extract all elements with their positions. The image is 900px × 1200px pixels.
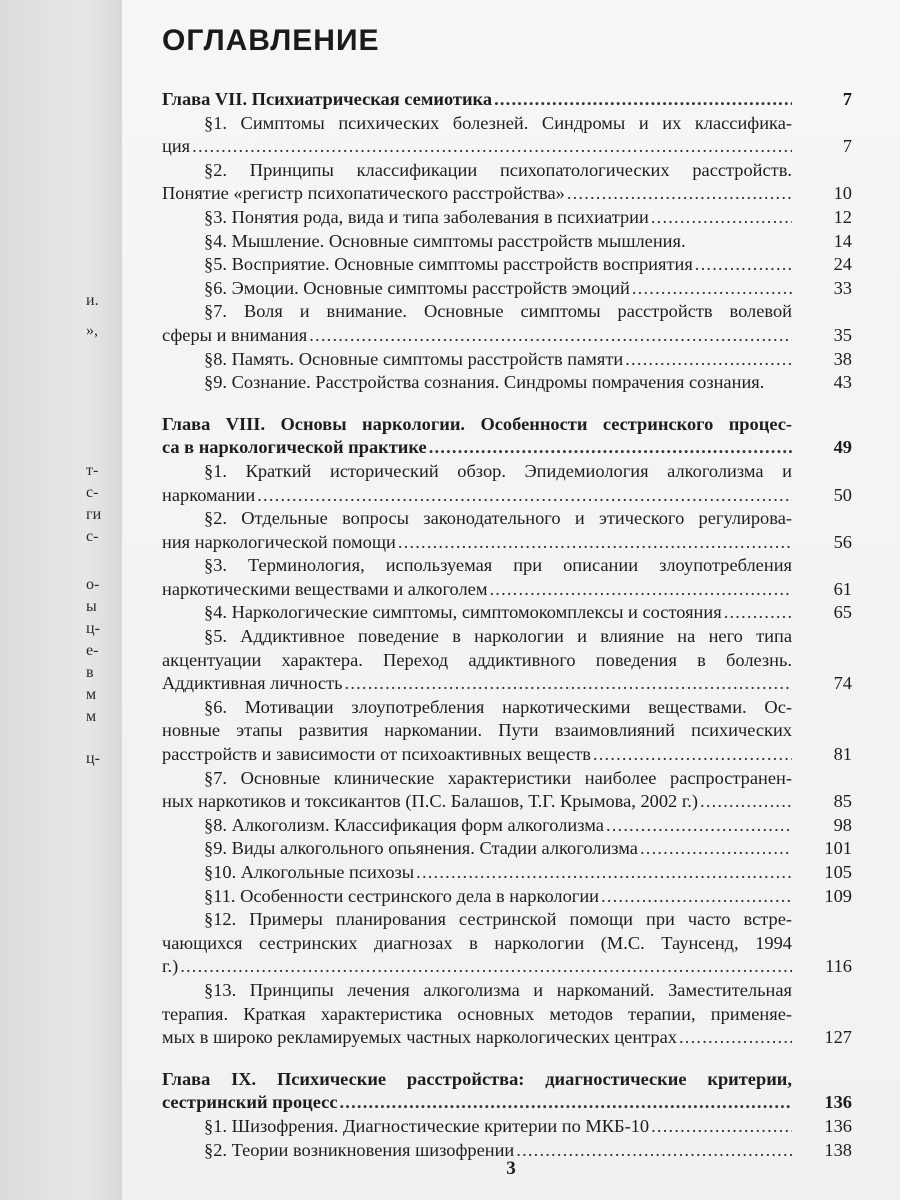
edge-fragment: ц- (86, 620, 100, 637)
toc-entry-text: §7. Воля и внимание. Основные симптомы расстройств волевой (204, 301, 792, 322)
toc-entry-text: §3. Понятия рода, вида и типа заболевания в психиатрии (204, 206, 649, 227)
toc-entry-line (162, 135, 852, 159)
toc-entry-line (162, 554, 852, 578)
toc-entry-line (162, 578, 852, 602)
toc-entry-text: §10. Алкогольные психозы (204, 862, 415, 882)
toc-entry-text: расстройств и зависимости от психоактивных веществ (162, 744, 591, 765)
toc-entry-text: акцентуации характера. Переход аддиктивного поведения в болезнь. (162, 649, 792, 670)
edge-fragment: м (86, 686, 97, 703)
toc-entry-text: ных наркотиков и токсикантов (П.С. Балашов, Т.Г. Крымова, 2002 г.) (162, 791, 699, 812)
toc-entry-text: §1. Краткий исторический обзор. Эпидемиология алкоголизма и (204, 460, 792, 481)
toc-entry-line (162, 908, 852, 932)
edge-fragment: с- (86, 484, 99, 501)
dot-leader (429, 436, 792, 460)
dot-leader (345, 672, 792, 696)
toc-page-number: 74 (833, 673, 852, 694)
toc-entry-text: §2. Теории возникновения шизофрении (204, 1139, 515, 1160)
toc-entry-text: §13. Принципы лечения алкоголизма и наркоманий. Заместительная (204, 979, 792, 1000)
dot-leader (651, 206, 792, 230)
toc-entry-line (162, 348, 852, 372)
toc-page-number: 24 (833, 254, 852, 275)
toc-entry-text: §12. Примеры планирования сестринской помощи при часто встре- (204, 909, 792, 930)
toc-entry-line (162, 253, 852, 277)
toc-entry-line (162, 601, 852, 625)
toc-entry-text: Глава VIII. Основы наркологии. Особенности сестринского процес- (162, 413, 792, 434)
toc-entry-text: сестринский процесс (162, 1092, 338, 1113)
toc-entry-line (162, 767, 852, 791)
toc-entry-text: Глава VII. Психиатрическая семиотика (162, 89, 493, 109)
toc-entry-text: сферы и внимания (162, 324, 308, 345)
toc-page-number: 7 (842, 136, 852, 157)
toc-page-number: 127 (824, 1027, 852, 1048)
toc-entry-text: §5. Восприятие. Основные симптомы расстройств восприятия (204, 254, 693, 275)
toc-page-number: 85 (833, 791, 852, 812)
dot-leader (416, 861, 792, 885)
toc-page-number: 138 (824, 1139, 852, 1160)
toc-entry-line (162, 484, 852, 508)
toc-entry-line (162, 955, 852, 979)
dot-leader (398, 531, 792, 555)
edge-fragment: ц- (86, 750, 100, 767)
toc-page-number: 65 (833, 602, 852, 623)
toc-entry-text: Аддиктивная личность (162, 673, 343, 694)
toc-entry-text: §2. Отдельные вопросы законодательного и этического регулирова- (204, 508, 792, 529)
dot-leader (494, 88, 792, 112)
toc-entry-line (162, 1003, 852, 1027)
toc-page-number: 56 (833, 531, 852, 552)
section-gap (162, 1050, 852, 1068)
toc-chapter-line (162, 1068, 852, 1092)
dot-leader (640, 837, 792, 861)
toc-page-number: 109 (824, 885, 852, 906)
toc-entry-text: §2. Принципы классификации психопатологических расстройств. (204, 159, 792, 180)
toc-entry-line (162, 159, 852, 183)
toc-entry-text: §9. Сознание. Расстройства сознания. Синдромы помрачения сознания. (204, 372, 765, 393)
toc-entry-text: §9. Виды алкогольного опьянения. Стадии алкоголизма (204, 838, 638, 859)
dot-leader (567, 182, 792, 206)
book-page (122, 0, 900, 1200)
toc-entry-line (162, 979, 852, 1003)
toc-entry-text: г.) (162, 956, 179, 977)
toc-entry-text: §1. Шизофрения. Диагностические критерии по МКБ-10 (204, 1115, 650, 1136)
edge-fragment: т- (86, 462, 99, 479)
toc-entry-line (162, 743, 852, 767)
toc-entry-text: Понятие «регистр психопатического расстройства» (162, 183, 565, 204)
dot-leader (700, 790, 792, 814)
toc-entry-text: ния наркологической помощи (162, 531, 396, 552)
page-number: 3 (506, 1158, 516, 1179)
toc-page-number: 12 (833, 206, 852, 227)
previous-page-edge (0, 0, 122, 1200)
toc-entry-text: §7. Основные клинические характеристики наиболее распространен- (204, 767, 792, 788)
toc-entry-line (162, 625, 852, 649)
toc-page-number: 7 (842, 89, 852, 109)
toc-entry-text: §4. Мышление. Основные симптомы расстройств мышления. (204, 230, 686, 251)
toc-page-number: 10 (833, 183, 852, 204)
edge-fragment: ги (86, 506, 102, 523)
toc-entry-text: новные этапы развития наркомании. Пути взаимовлияний психических (162, 720, 792, 741)
toc-entry-line (162, 649, 852, 673)
dot-leader (625, 348, 792, 372)
dot-leader (340, 1091, 793, 1115)
toc-entry-text: §8. Алкоголизм. Классификация форм алкоголизма (204, 814, 604, 835)
edge-fragment: ы (86, 598, 97, 615)
toc-entry-line (162, 371, 852, 395)
dot-leader (695, 253, 792, 277)
dot-leader (309, 324, 792, 348)
toc-entry-line (162, 885, 852, 909)
edge-fragment: е- (86, 642, 99, 659)
toc-entry-line (162, 696, 852, 720)
edge-fragment: в (86, 664, 94, 681)
toc-entry-text: терапия. Краткая характеристика основных методов терапии, применяе- (162, 1003, 792, 1024)
dot-leader (606, 814, 792, 838)
toc-page-number: 136 (824, 1115, 852, 1136)
toc-page-number: 50 (833, 484, 852, 505)
table-of-contents (162, 88, 852, 1162)
toc-entry-line (162, 672, 852, 696)
dot-leader (724, 601, 792, 625)
toc-entry-line (162, 300, 852, 324)
toc-page-number: 49 (833, 437, 852, 458)
toc-entry-line (162, 182, 852, 206)
toc-entry-line (162, 324, 852, 348)
toc-page-number: 105 (824, 862, 852, 882)
edge-fragment: », (86, 322, 98, 339)
toc-entry-text: Глава IX. Психические расстройства: диагностические критерии, (162, 1068, 792, 1089)
page-title: ОГЛАВЛЕНИЕ (162, 24, 380, 57)
toc-entry-text: мых в широко рекламируемых частных наркологических центрах (162, 1027, 677, 1048)
toc-entry-text: наркомании (162, 484, 256, 505)
toc-entry-text: са в наркологической практике (162, 437, 427, 458)
toc-entry-text: §11. Особенности сестринского дела в наркологии (204, 885, 600, 906)
toc-entry-text: §4. Наркологические симптомы, симптомокомплексы и состояния (204, 602, 722, 623)
toc-entry-line (162, 277, 852, 301)
toc-entry-line (162, 460, 852, 484)
toc-page-number: 61 (833, 578, 852, 599)
toc-page-number: 101 (824, 838, 852, 859)
toc-chapter-line (162, 413, 852, 437)
dot-leader (632, 277, 792, 301)
toc-entry-text: §5. Аддиктивное поведение в наркологии и влияние на него типа (204, 626, 792, 647)
toc-entry-line (162, 1115, 852, 1139)
toc-chapter-line (162, 1091, 852, 1115)
toc-chapter-line (162, 88, 852, 112)
dot-leader (679, 1026, 792, 1050)
toc-page-number: 81 (833, 744, 852, 765)
toc-page-number: 33 (833, 277, 852, 298)
dot-leader (651, 1115, 792, 1139)
toc-page-number: 38 (833, 348, 852, 369)
edge-fragment: с- (86, 528, 99, 545)
toc-page-number: 98 (833, 814, 852, 835)
toc-entry-text: §8. Память. Основные симптомы расстройств памяти (204, 348, 624, 369)
toc-entry-text: §1. Симптомы психических болезней. Синдромы и их классифика- (204, 112, 792, 133)
dot-leader (601, 885, 792, 909)
toc-entry-text: наркотическими веществами и алкоголем (162, 578, 488, 599)
toc-entry-line (162, 112, 852, 136)
dot-leader (180, 955, 792, 979)
dot-leader (593, 743, 792, 767)
section-gap (162, 395, 852, 413)
toc-entry-line (162, 790, 852, 814)
toc-entry-text: §6. Мотивации злоупотребления наркотическими веществами. Ос- (204, 696, 792, 717)
edge-fragment: м (86, 708, 97, 725)
toc-entry-line (162, 1026, 852, 1050)
toc-entry-line (162, 206, 852, 230)
toc-entry-text: §6. Эмоции. Основные симптомы расстройств эмоций (204, 277, 630, 298)
toc-page-number: 43 (833, 372, 852, 393)
toc-entry-text: ция (162, 136, 191, 157)
toc-page-number: 14 (833, 230, 852, 251)
toc-entry-text: §3. Терминология, используемая при описании злоупотребления (204, 555, 792, 576)
toc-entry-line (162, 719, 852, 743)
toc-entry-line (162, 531, 852, 555)
toc-chapter-line (162, 436, 852, 460)
toc-entry-line (162, 837, 852, 861)
dot-leader (489, 578, 792, 602)
toc-entry-text: чающихся сестринских диагнозах в наркологии (М.С. Таунсенд, 1994 (162, 932, 792, 953)
toc-entry-line (162, 932, 852, 956)
toc-page-number: 116 (825, 956, 852, 977)
toc-entry-line (162, 230, 852, 254)
toc-entry-line (162, 507, 852, 531)
toc-entry-line (162, 814, 852, 838)
edge-fragment: о- (86, 576, 100, 593)
edge-fragment: и. (86, 292, 99, 309)
dot-leader (192, 135, 792, 159)
dot-leader (257, 484, 792, 508)
toc-page-number: 35 (833, 324, 852, 345)
toc-entry-line (162, 861, 852, 885)
toc-page-number: 136 (824, 1092, 852, 1113)
